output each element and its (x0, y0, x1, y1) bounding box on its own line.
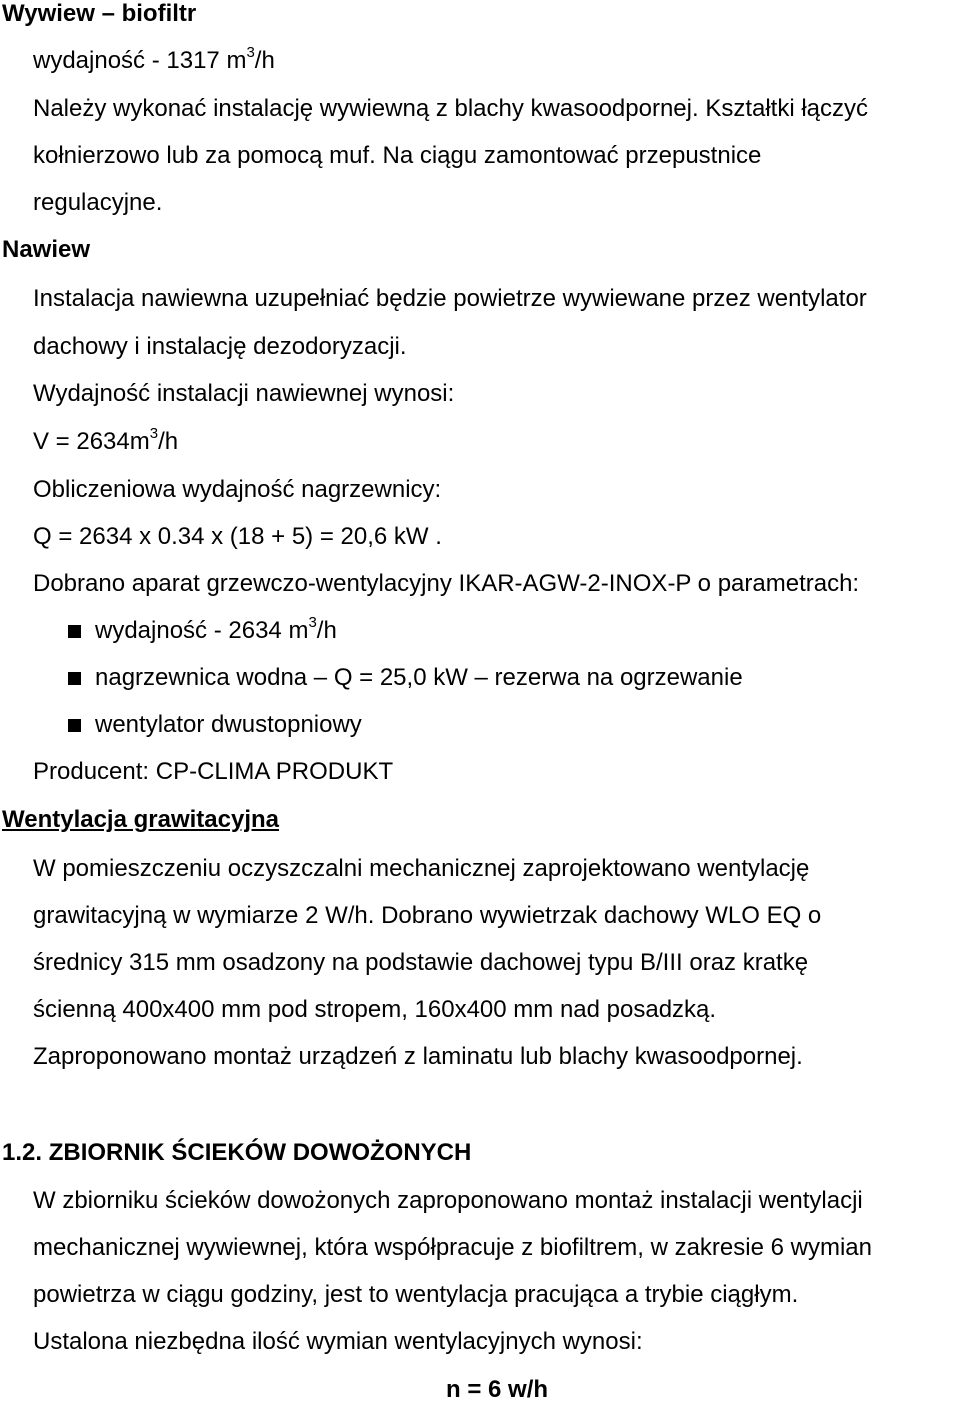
wywiew-capacity (33, 44, 275, 75)
list-item (68, 614, 337, 645)
paragraph-line: mechanicznej wywiewnej, która współpracuje z biofiltrem, w zakresie 6 wymian (33, 1234, 872, 1261)
square-bullet-icon (68, 719, 81, 732)
nawiew-volume-unit: /h (158, 428, 179, 455)
square-bullet-icon (68, 625, 81, 638)
paragraph-line: Należy wykonać instalację wywiewną z blachy kwasoodpornej. Kształtki łączyć (33, 95, 869, 122)
paragraph-line: grawitacyjną w wymiarze 2 W/h. Dobrano wywietrzak dachowy WLO EQ o (33, 902, 822, 929)
nawiew-volume-exponent: 3 (149, 425, 159, 442)
section-heading-nawiew: Nawiew (2, 236, 91, 263)
bullet-capacity-exponent: 3 (308, 614, 317, 631)
list-item (68, 664, 743, 692)
list-item-text: nagrzewnica wodna – Q = 25,0 kW – rezerwa na ogrzewanie (95, 664, 743, 691)
section-heading-wywiew: Wywiew – biofiltr (2, 0, 197, 27)
list-item-text: wentylator dwustopniowy (95, 711, 362, 738)
calc-formula: Q = 2634 x 0.34 x (18 + 5) = 20,6 kW . (33, 523, 442, 550)
producer: Producent: CP-CLIMA PRODUKT (33, 758, 394, 785)
paragraph-line: kołnierzowo lub za pomocą muf. Na ciągu zamontować przepustnice (33, 142, 762, 169)
section-heading-zbiornik: 1.2. ZBIORNIK ŚCIEKÓW DOWOŻONYCH (2, 1139, 472, 1166)
bullet-capacity-unit: /h (316, 617, 337, 644)
list-item (68, 711, 362, 739)
section-heading-grawitacyjna: Wentylacja grawitacyjna (2, 806, 280, 833)
nawiew-volume-text: V = 2634m (33, 428, 150, 455)
paragraph-line: Wydajność instalacji nawiewnej wynosi: (33, 380, 455, 407)
nawiew-volume (33, 425, 179, 456)
device-line: Dobrano aparat grzewczo-wentylacyjny IKAR-AGW-2-INOX-P o parametrach: (33, 570, 860, 597)
list-item-text (95, 614, 337, 645)
wywiew-capacity-text: wydajność - 1317 m (33, 47, 247, 74)
wywiew-capacity-exponent: 3 (246, 44, 255, 61)
paragraph-line: Ustalona niezbędna ilość wymian wentylacyjnych wynosi: (33, 1328, 643, 1355)
paragraph-line: średnicy 315 mm osadzony na podstawie dachowej typu B/III oraz kratkę (33, 949, 809, 976)
paragraph-line: W pomieszczeniu oczyszczalni mechanicznej zaprojektowano wentylację (33, 855, 810, 882)
result-formula: n = 6 w/h (446, 1376, 549, 1403)
paragraph-line: dachowy i instalację dezodoryzacji. (33, 333, 407, 360)
square-bullet-icon (68, 672, 81, 685)
calc-label: Obliczeniowa wydajność nagrzewnicy: (33, 476, 442, 503)
paragraph-line: regulacyjne. (33, 189, 163, 216)
bullet-capacity-text: wydajność - 2634 m (95, 617, 309, 644)
paragraph-line: Zaproponowano montaż urządzeń z laminatu lub blachy kwasoodpornej. (33, 1043, 803, 1070)
paragraph-line: W zbiorniku ścieków dowożonych zaproponowano montaż instalacji wentylacji (33, 1187, 863, 1214)
paragraph-line: powietrza w ciągu godziny, jest to wentylacja pracująca a trybie ciągłym. (33, 1281, 799, 1308)
paragraph-line: Instalacja nawiewna uzupełniać będzie powietrze wywiewane przez wentylator (33, 285, 867, 312)
wywiew-capacity-unit: /h (254, 47, 275, 74)
paragraph-line: ścienną 400x400 mm pod stropem, 160x400 mm nad posadzką. (33, 996, 717, 1023)
